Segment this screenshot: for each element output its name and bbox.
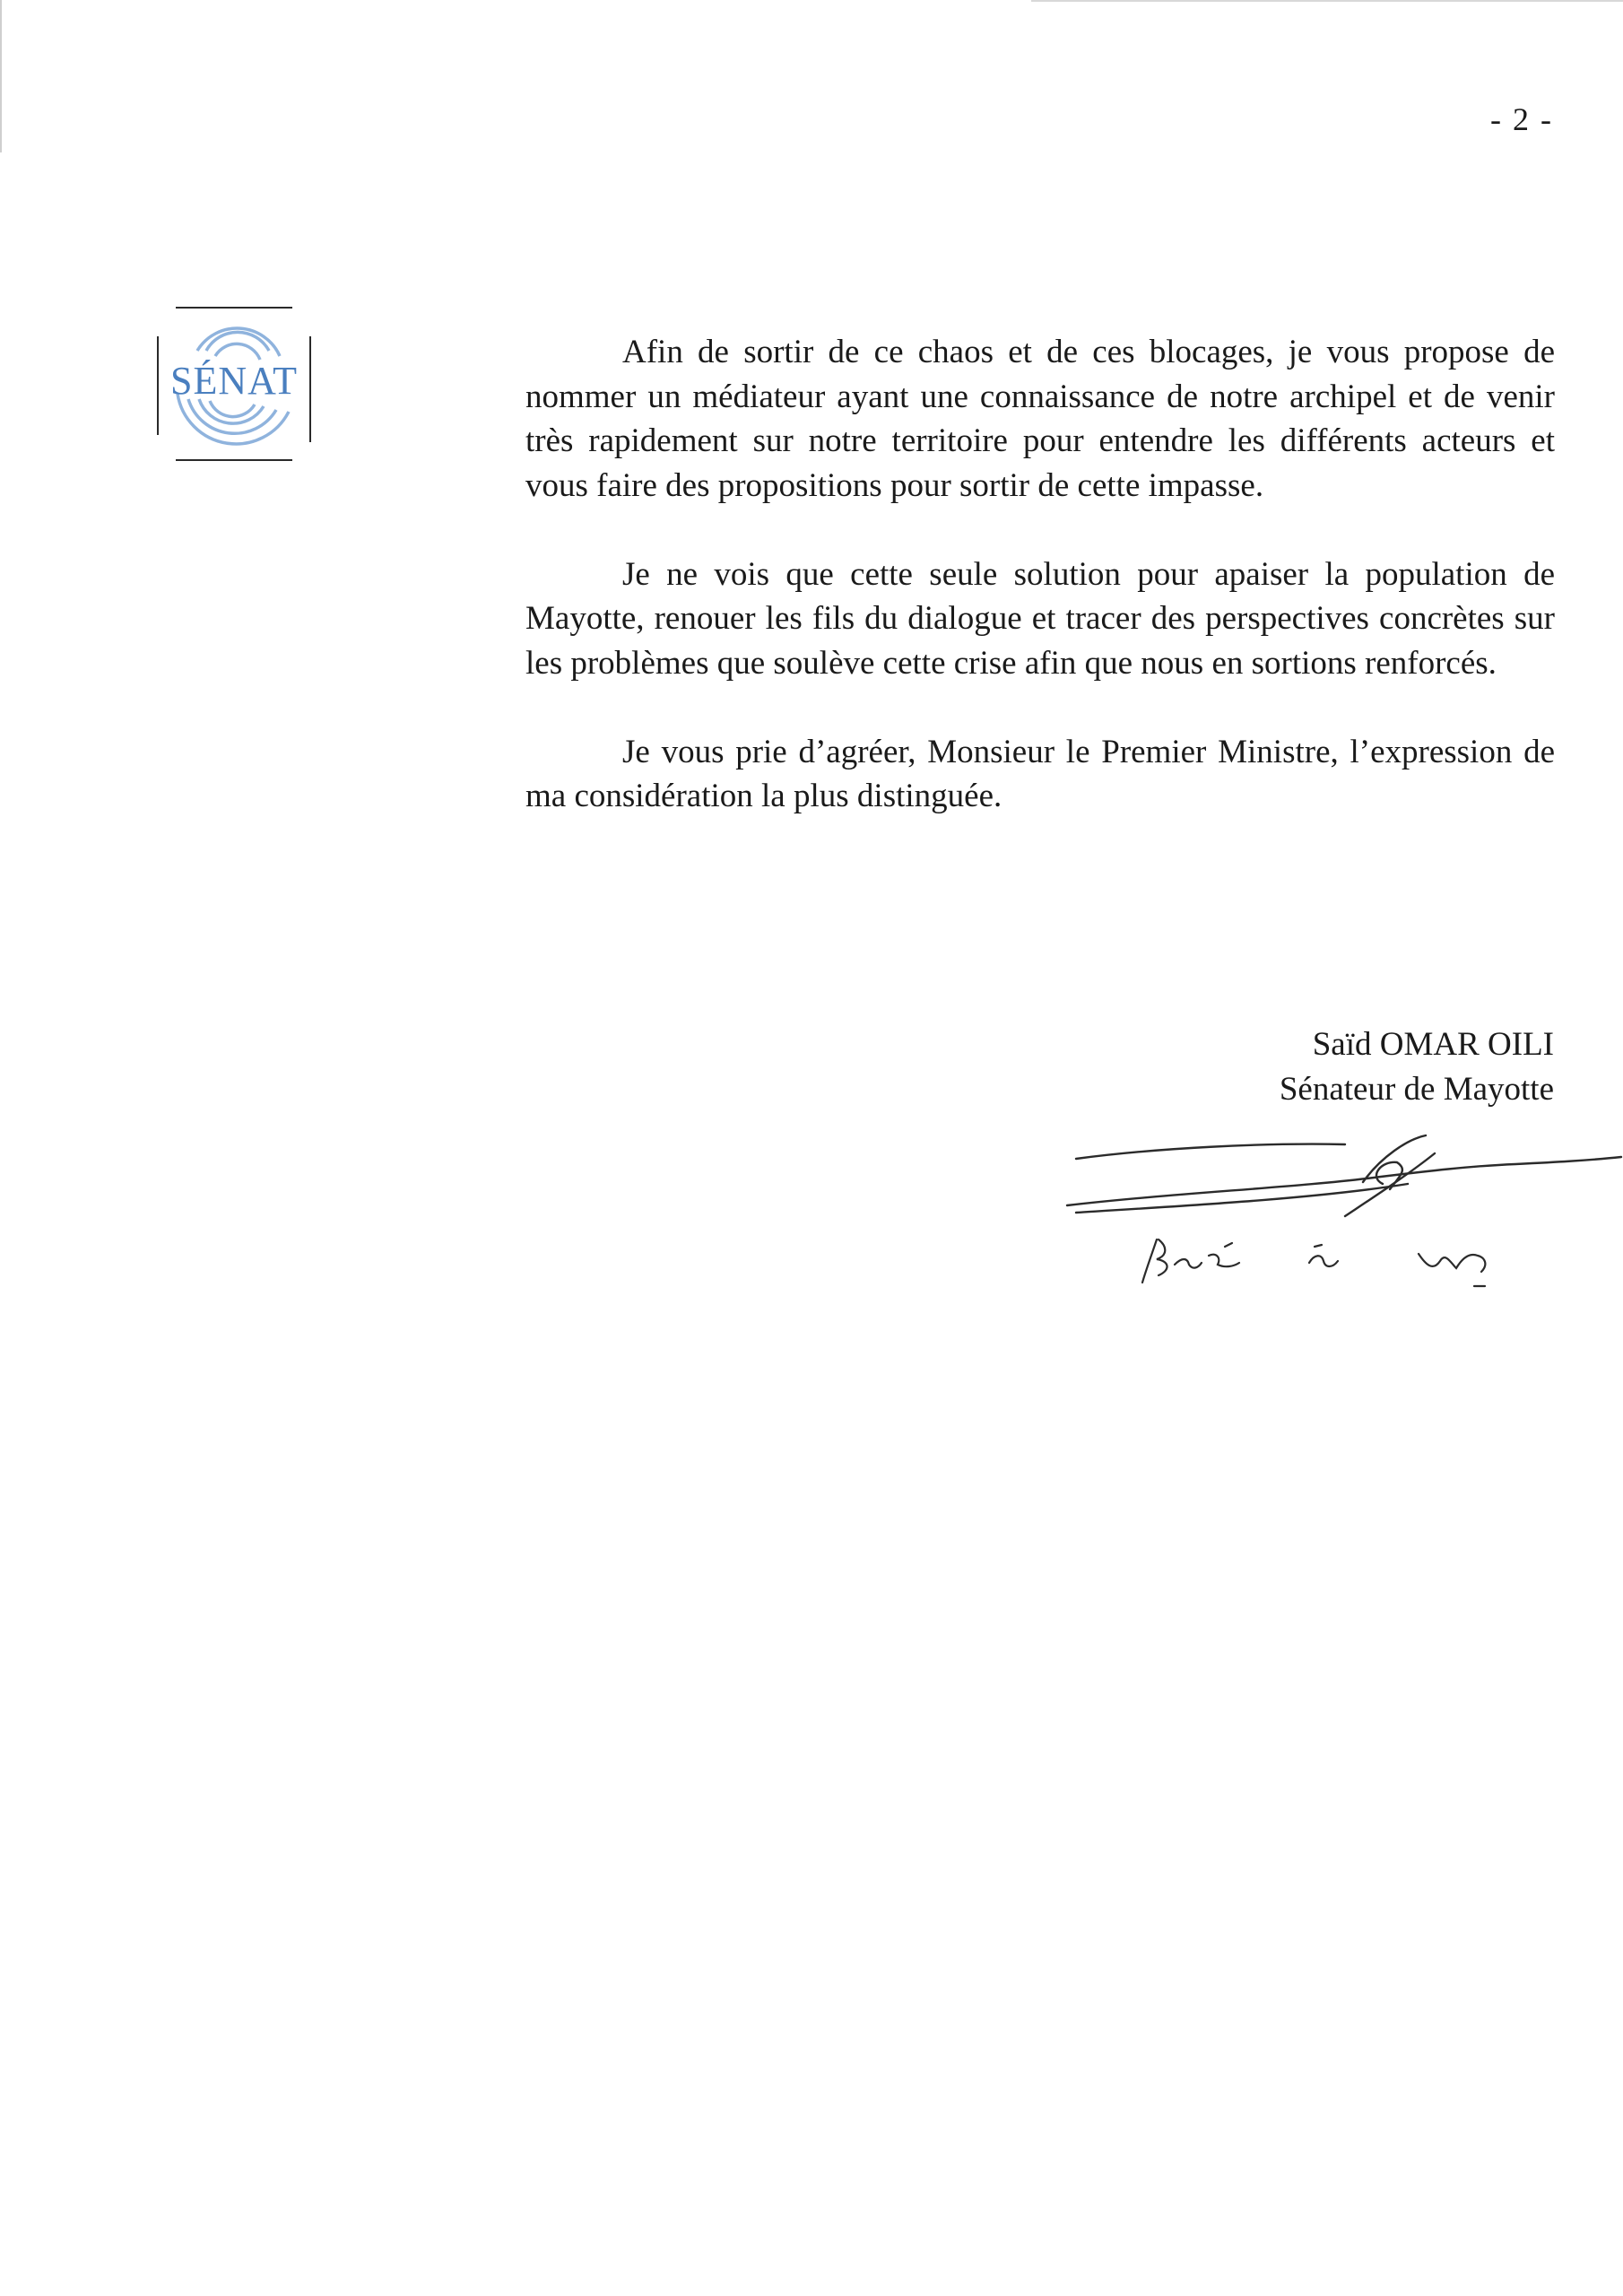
paragraph-solution: Je ne vois que cette seule solution pour apaiser la population de Mayotte, renouer les fils du dialogue et tracer des perspectives concrètes sur les problèmes que soulève cette crise afin que nous en sortions renforcés.: [525, 555, 1555, 682]
scan-edge-left: [0, 0, 2, 152]
signatory-name: Saïd OMAR OILI: [1312, 1026, 1554, 1063]
handwritten-signature: [1049, 1121, 1623, 1300]
letter-body: [525, 330, 1555, 863]
signature-block: [1280, 1022, 1554, 1112]
senat-logo-text: SÉNAT: [170, 359, 298, 403]
paragraph-mediator-proposal: Afin de sortir de ce chaos et de ces blocages, je vous propose de nommer un médiateur ayant une connaissance de notre archipel et de venir très rapidement sur notre territoire pour entendre les différents acteurs et vous faire des propositions pour sortir de cette impasse.: [525, 334, 1555, 504]
signatory-title: Sénateur de Mayotte: [1279, 1071, 1554, 1108]
paragraph-closing: Je vous prie d’agréer, Monsieur le Premier Ministre, l’expression de ma considération la plus distinguée.: [525, 733, 1555, 814]
senat-logo: [154, 300, 316, 466]
scan-edge-top: [1031, 0, 1623, 2]
page-number: - 2 -: [1490, 101, 1553, 137]
